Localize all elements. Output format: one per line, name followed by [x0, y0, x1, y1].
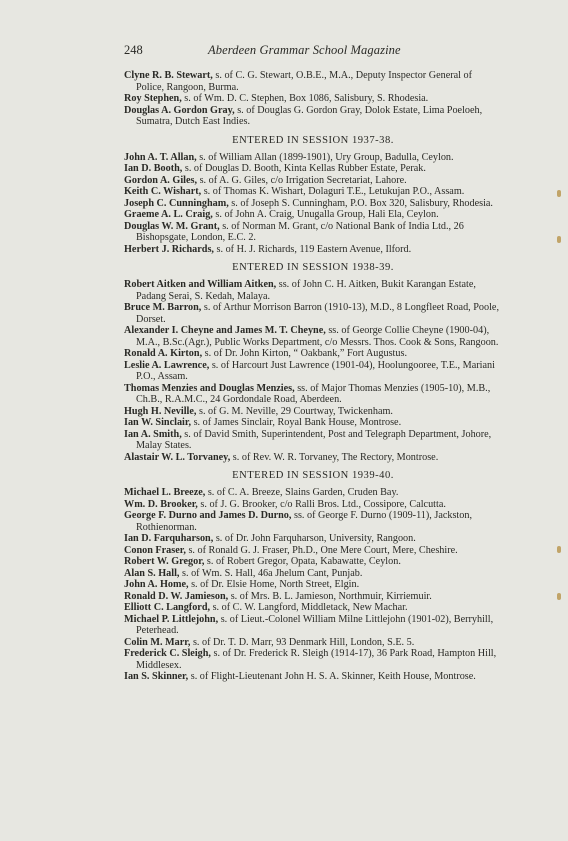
pupil-name: Leslie A. Lawrence,	[124, 359, 210, 371]
pupil-name: Joseph C. Cunningham,	[124, 197, 229, 209]
pupil-details: s. of C. G. Stewart, O.B.E., M.A., Deputy Inspector General of Police, Rangoon, Burma.	[136, 70, 473, 93]
pupil-name: Robert W. Gregor,	[124, 556, 205, 567]
pupil-name: Herbert J. Richards,	[124, 243, 214, 255]
pupil-details: s. of Dr. Elsie Home, North Street, Elgin.	[188, 579, 360, 590]
page-number: 248	[124, 43, 143, 57]
pupil-details: s. of Douglas D. Booth, Kinta Kellas Rubber Estate, Perak.	[182, 163, 426, 174]
pupil-details: s. of Dr. T. D. Marr, 93 Denmark Hill, London, S.E. 5.	[190, 636, 415, 648]
pupil-details: s. of David Smith, Superintendent, Post and Telegraph Department, Johore, Malay States.	[136, 428, 492, 451]
pupil-details: s. of Wm. D. C. Stephen, Box 1086, Salisbury, S. Rhodesia.	[181, 93, 429, 104]
pupil-details: s. of Dr. John Farquharson, University, Rangoon.	[213, 533, 416, 544]
margin-mark	[557, 593, 561, 600]
pupil-entry	[124, 186, 502, 198]
pupil-details: s. of Douglas G. Gordon Gray, Dolok Estate, Lima Poeloeh, Sumatra, Dutch East Indies.	[136, 104, 483, 127]
pupil-details: s. of C. A. Breeze, Slains Garden, Cruden Bay.	[205, 487, 399, 498]
pupil-details: s. of Dr. Frederick R. Sleigh (1914-17), 36 Park Road, Hampton Hill, Middlesex.	[136, 648, 497, 671]
pupil-name: Bruce M. Barron,	[124, 302, 202, 313]
pupil-name: Ronald A. Kirton,	[124, 348, 203, 359]
pupil-name: Ian S. Skinner,	[124, 671, 189, 682]
pupil-name: Michael L. Breeze,	[124, 487, 206, 498]
pupil-details: s. of Rev. W. R. Torvaney, The Rectory, Montrose.	[230, 451, 439, 463]
pupil-details: ss. of George Collie Cheyne (1900-04), M.A., B.Sc.(Agr.), Public Works Department, c/o Messrs. Thos. Cook & Sons, Rangoon.	[136, 325, 499, 348]
pupil-name: Thomas Menzies and Douglas Menzies,	[124, 382, 295, 394]
pupil-name: Elliott C. Langford,	[124, 602, 211, 613]
pupil-name: Robert Aitken and William Aitken,	[124, 279, 277, 290]
pupil-name: Ian D. Farquharson,	[124, 533, 214, 544]
pupil-entry	[124, 579, 502, 591]
pupil-entry	[124, 452, 502, 464]
pupil-details: s. of C. W. Langford, Middletack, New Machar.	[210, 602, 408, 613]
pupil-name: Ronald D. W. Jamieson,	[124, 590, 229, 602]
pupil-details: s. of A. G. Giles, c/o Irrigation Secretariat, Lahore.	[197, 174, 407, 186]
pupil-entry	[124, 152, 502, 164]
pupil-name: Michael P. Littlejohn,	[124, 613, 219, 625]
pupil-name: Douglas W. M. Grant,	[124, 220, 220, 232]
section-heading: ENTERED IN SESSION 1939-40.	[232, 470, 394, 481]
page-header	[124, 42, 500, 58]
pupil-details: s. of James Sinclair, Royal Bank House, Montrose.	[191, 417, 402, 428]
pupil-entry	[124, 614, 502, 637]
pupil-entry	[124, 209, 502, 221]
section-heading: ENTERED IN SESSION 1938-39.	[232, 262, 394, 273]
pupil-name: John A. T. Allan,	[124, 151, 197, 163]
pupil-details: s. of Thomas K. Wishart, Dolaguri T.E., Letukujan P.O., Assam.	[201, 186, 465, 197]
pupil-entry	[124, 545, 502, 557]
pupil-name: Clyne R. B. Stewart,	[124, 70, 213, 81]
pupil-entry	[124, 383, 502, 406]
pupil-details: s. of Lieut.-Colonel William Milne Littlejohn (1901-02), Berryhill, Peterhead.	[136, 613, 494, 636]
pupil-details: s. of G. M. Neville, 29 Courtway, Twickenham.	[196, 405, 393, 417]
pupil-entry	[124, 671, 502, 683]
pupil-details: s. of Dr. John Kirton, “ Oakbank,” Fort Augustus.	[202, 348, 407, 359]
pupil-details: ss. of John C. H. Aitken, Bukit Karangan Estate, Padang Serai, S. Kedah, Malaya.	[136, 279, 476, 302]
pupil-entry	[124, 648, 502, 671]
pupil-name: Ian D. Booth,	[124, 163, 183, 174]
pupil-name: Colin M. Marr,	[124, 636, 191, 648]
pupil-name: Conon Fraser,	[124, 544, 186, 556]
pupil-entry	[124, 556, 502, 568]
pupil-name: Douglas A. Gordon Gray,	[124, 104, 235, 116]
pupil-details: s. of J. G. Brooker, c/o Ralli Bros. Ltd., Cossipore, Calcutta.	[197, 498, 446, 510]
pupil-name: Hugh H. Neville,	[124, 405, 197, 417]
pupil-details: s. of William Allan (1899-1901), Ury Group, Badulla, Ceylon.	[196, 151, 454, 163]
pupil-name: George F. Durno and James D. Durno,	[124, 510, 292, 521]
pupil-entry	[124, 302, 502, 325]
pupil-name: Ian W. Sinclair,	[124, 417, 192, 428]
pupil-entry	[124, 533, 502, 545]
pupil-name: Alastair W. L. Torvaney,	[124, 451, 231, 463]
pupil-name: Roy Stephen,	[124, 93, 182, 104]
pupil-entry	[124, 429, 502, 452]
pupil-details: ss. of Major Thomas Menzies (1905-10), M.B., Ch.B., R.A.M.C., 24 Gordondale Road, Aberdeen.	[136, 382, 491, 405]
pupil-entry	[124, 163, 502, 175]
pupil-name: Gordon A. Giles,	[124, 174, 198, 186]
pupil-details: s. of Flight-Lieutenant John H. S. A. Skinner, Keith House, Montrose.	[188, 671, 476, 682]
pupil-name: Ian A. Smith,	[124, 428, 182, 440]
pupil-entry	[124, 499, 502, 511]
pupil-details: s. of Robert Gregor, Opata, Kabawatte, Ceylon.	[204, 556, 401, 567]
pupil-details: s. of John A. Craig, Unugalla Group, Hali Ela, Ceylon.	[212, 209, 439, 220]
pupil-entry	[124, 244, 502, 256]
pupil-name: Frederick C. Sleigh,	[124, 648, 211, 659]
pupil-entry	[124, 221, 502, 244]
pupil-name: Alan S. Hall,	[124, 567, 180, 579]
page-body	[124, 70, 502, 683]
pupil-entry	[124, 568, 502, 580]
margin-mark	[557, 190, 561, 197]
pupil-entry	[124, 93, 502, 105]
pupil-name: Keith C. Wishart,	[124, 186, 202, 197]
pupil-details: s. of Arthur Morrison Barron (1910-13), M.D., 8 Longfleet Road, Poole, Dorset.	[136, 302, 500, 325]
pupil-entry	[124, 487, 502, 499]
pupil-details: ss. of George F. Durno (1909-11), Jackston, Rothienorman.	[136, 510, 472, 533]
pupil-name: Alexander I. Cheyne and James M. T. Cheyne,	[124, 325, 326, 336]
pupil-details: s. of Mrs. B. L. Jamieson, Northmuir, Kirriemuir.	[228, 590, 432, 602]
section-heading: ENTERED IN SESSION 1937-38.	[232, 134, 394, 146]
pupil-entry	[124, 70, 502, 93]
pupil-name: Graeme A. L. Craig,	[124, 209, 213, 220]
pupil-entry	[124, 510, 502, 533]
pupil-entry	[124, 325, 502, 348]
pupil-name: John A. Home,	[124, 579, 189, 590]
pupil-details: s. of H. J. Richards, 119 Eastern Avenue, Ilford.	[213, 243, 412, 255]
pupil-entry	[124, 637, 502, 649]
magazine-title: Aberdeen Grammar School Magazine	[208, 43, 401, 57]
pupil-entry	[124, 279, 502, 302]
pupil-entry	[124, 406, 502, 418]
pupil-details: s. of Joseph S. Cunningham, P.O. Box 320, Salisbury, Rhodesia.	[228, 197, 493, 209]
pupil-entry	[124, 591, 502, 603]
pupil-details: s. of Norman M. Grant, c/o National Bank of India Ltd., 26 Bishopsgate, London, E.C. 2.	[136, 220, 464, 243]
pupil-entry	[124, 360, 502, 383]
pupil-entry	[124, 105, 502, 128]
pupil-entry	[124, 175, 502, 187]
pupil-details: s. of Wm. S. Hall, 46a Jhelum Cant, Punjab.	[179, 567, 363, 579]
margin-mark	[557, 546, 561, 553]
pupil-entry	[124, 602, 502, 614]
margin-mark	[557, 236, 561, 243]
pupil-entry	[124, 348, 502, 360]
pupil-details: s. of Ronald G. J. Fraser, Ph.D., One Mere Court, Mere, Cheshire.	[185, 544, 458, 556]
pupil-details: s. of Harcourt Just Lawrence (1901-04), Hoolungooree, T.E., Mariani P.O., Assam.	[136, 359, 495, 382]
pupil-entry	[124, 198, 502, 210]
pupil-entry	[124, 417, 502, 429]
pupil-name: Wm. D. Brooker,	[124, 498, 198, 510]
